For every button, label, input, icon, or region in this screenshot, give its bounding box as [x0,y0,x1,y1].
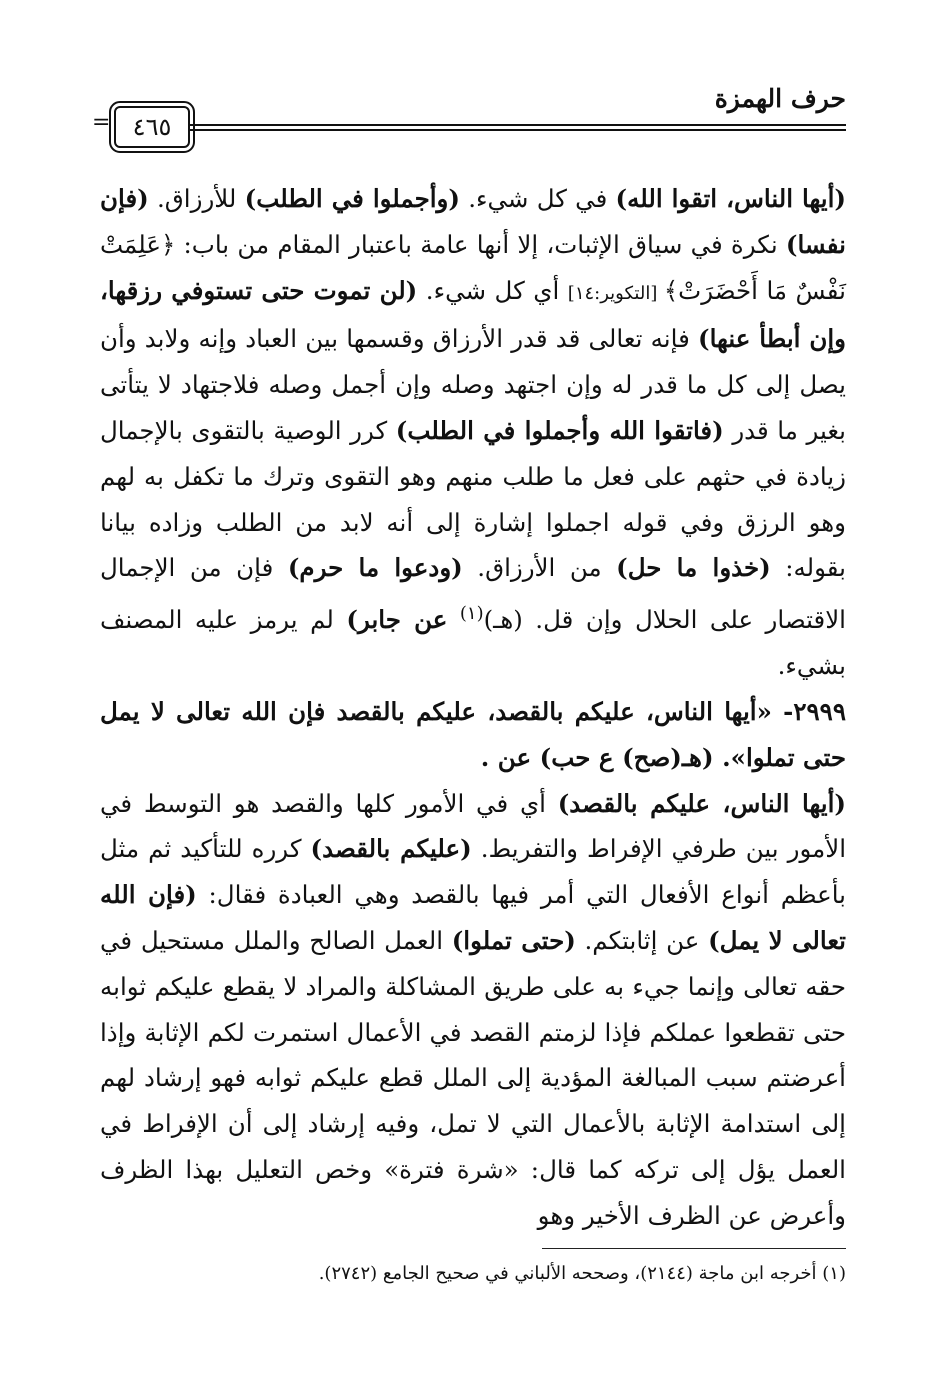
text-run: عن إثابتكم. [575,925,709,955]
text-run: لم يرمز عليه المصنف بشيء. [100,605,846,681]
text-run: في كل شيء. [459,184,616,213]
commentary-paragraph-2 [100,781,846,1239]
verse-citation: [التكوير:١٤] [567,282,664,304]
hadith-text: «أيها الناس، عليكم بالقصد، عليكم بالقصد فإن الله تعالى لا يمل حتى تملوا» [100,696,846,772]
quoted-phrase: (أيها الناس، اتقوا الله) [615,184,846,213]
text-run: للأرزاق. [148,184,245,213]
quoted-phrase: (لن تموت حتى تستوفي رزقها، وإن أبطأ عنها) [100,275,846,354]
text-run [447,605,459,634]
header-rule-top [120,124,846,126]
text-run: أي كل شيء. [417,275,568,305]
quran-verse: ﴿عَلِمَتْ نَفْسٌ مَا أَحْضَرَتْ﴾ [100,229,847,305]
text-run: فإنه تعالى قد قدر الأرزاق وقسمها بين العباد وإنه ولابد وأن يصل إلى كل ما قدر له وإن اجتهد وصله وإن أجمل وصله فلاجتهاد لا يتأتى بغير ما قدر [100,324,846,445]
footnote-reference[interactable]: (١) [459,603,484,625]
quoted-phrase: (فإن الله تعالى لا يمل) [100,880,846,955]
hadith-number: ٢٩٩٩- [771,696,846,726]
hadith-source: . (هـ(صح) ع حب) عن . [480,742,731,772]
quoted-phrase: عن جابر) [346,605,448,635]
footnote-separator [542,1248,846,1249]
text-run: العمل الصالح والملل مستحيل في حقه تعالى وإنما جيء به على طريق المشاكلة والمراد لا يقطع عليكم ثوابه حتى تقطعوا عملكم فإذا لزمتم القصد في الأعمال استمرت لكم الإثابة وإذا أعرضتم سبب المبالغة المؤدية إلى الملل قطع عليكم ثوابه فهو إرشاد لهم إلى استدامة الإثابة بالأعمال التي لا تمل، وفيه إرشاد إلى أن الإفراط في العمل يؤل إلى تركه كما قال: «شرة فترة» وخص التعليل بهذا الظرف وأعرض عن الظرف الأخير وهو [100,925,846,1230]
edge-mark: = [92,110,111,135]
quoted-phrase: (فاتقوا الله وأجملوا في الطلب) [395,415,724,445]
quoted-phrase: (فإن نفسا) [100,184,846,259]
quoted-phrase: (حتى تملوا) [451,925,576,955]
text-run: من الأرزاق. [462,553,617,583]
header-double-rule [120,124,846,132]
text-run: نكرة في سياق الإثبات، إلا أنها عامة باعتبار المقام من باب: [175,229,786,259]
page-number-box [114,106,190,148]
running-header [92,78,846,150]
text-run: كرره للتأكيد ثم مثل بأعظم أنواع الأفعال التي أمر فيها بالقصد وهي العبادة فقال: [100,834,847,910]
page-number: ٤٦٥ [132,113,172,141]
quoted-phrase: (وأجملوا في الطلب) [244,184,460,213]
quoted-phrase: (عليكم بالقصد) [310,834,472,864]
commentary-paragraph-1 [100,176,846,689]
text-run: فإن من الإجمال الاقتصار على الحلال وإن قل. (هـ) [100,553,846,635]
quoted-phrase: (أيها الناس، عليكم بالقصد) [557,788,846,818]
chapter-title: حرف الهمزة [714,84,846,113]
hadith-entry [100,689,846,781]
footnote: (١) أخرجه ابن ماجة (٢١٤٤)، وصححه الألباني في صحيح الجامع (٢٧٤٢). [318,1263,846,1284]
header-rule-bottom [120,129,846,131]
body-text [100,176,846,1238]
text-run: كرر الوصية بالتقوى بالإجمال زيادة في حثهم على فعل ما طلب منهم وهو التقوى وترك ما تكفل به لهم وهو الرزق وفي قوله اجملوا إشارة إلى أنه لابد من الطلب وزاده بيانا بقوله: [100,415,846,583]
text-run: أي في الأمور كلها والقصد هو التوسط في الأمور بين طرفي الإفراط والتفريط. [100,788,847,864]
quoted-phrase: (ودعوا ما حرم) [287,553,463,583]
quoted-phrase: (خذوا ما حل) [616,553,771,583]
